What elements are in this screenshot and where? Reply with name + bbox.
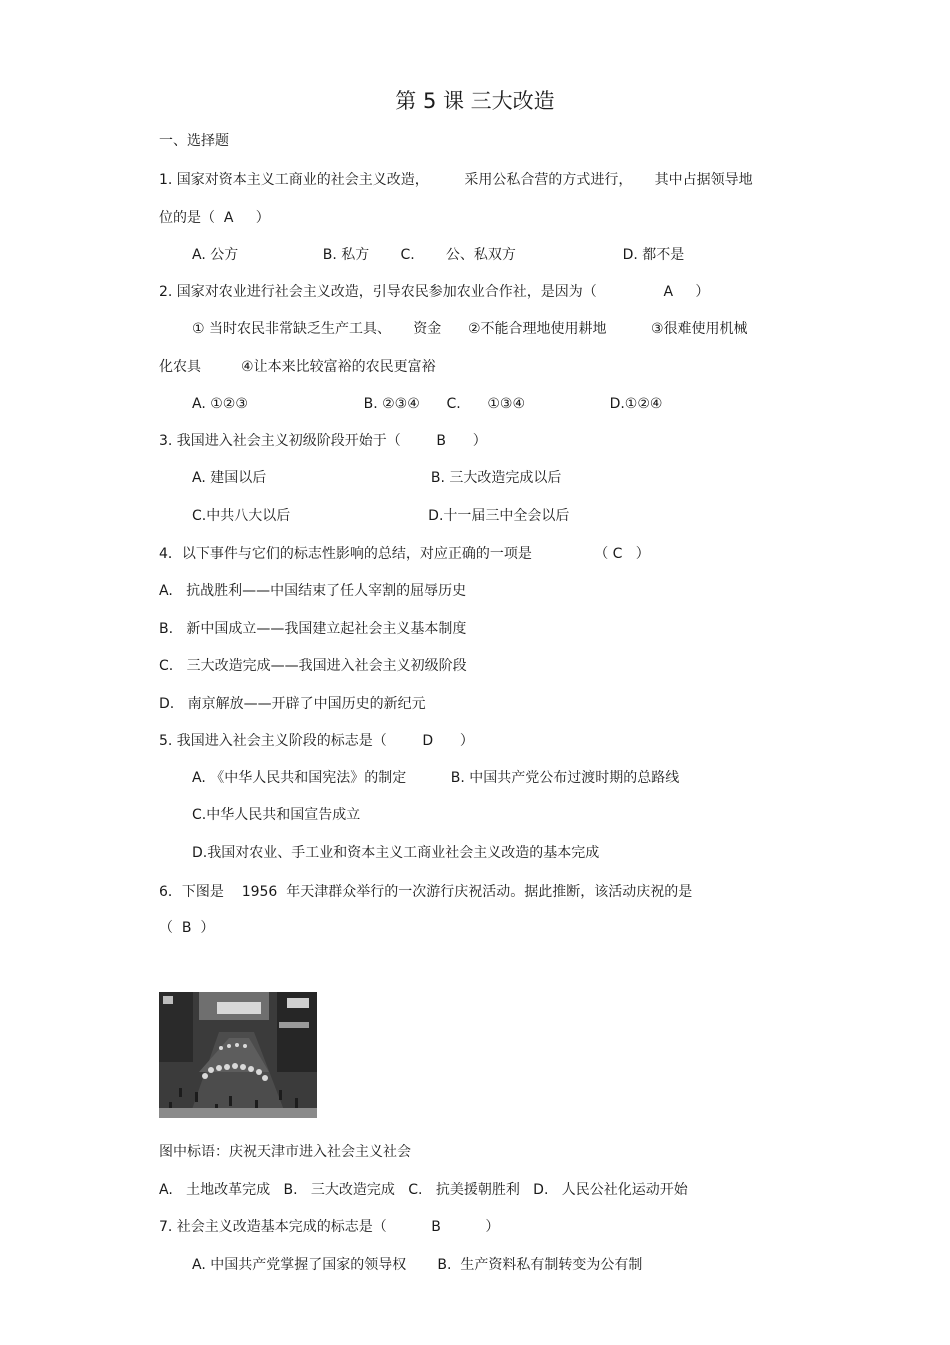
question-6-line-2: （ B ） — [159, 920, 215, 936]
question-3-options-1: A. 建国以后 B. 三大改造完成以后 — [192, 470, 562, 486]
question-1-line-1: 1. 国家对资本主义工商业的社会主义改造， 采用公私合营的方式进行， 其中占据领导地 — [159, 172, 753, 188]
question-4-option-a: A. 抗战胜利——中国结束了任人宰割的屈辱历史 — [159, 583, 467, 599]
question-5-option-c: C.中华人民共和国宣告成立 — [192, 807, 361, 823]
question-4-option-b: B. 新中国成立——我国建立起社会主义基本制度 — [159, 621, 467, 637]
question-6-options: A. 土地改革完成 B. 三大改造完成 C. 抗美援朝胜利 D. 人民公社化运动开始 — [159, 1182, 688, 1198]
question-2-line-3: 化农具 ④让本来比较富裕的农民更富裕 — [159, 359, 436, 375]
photo-caption: 图中标语：庆祝天津市进入社会主义社会 — [159, 1144, 411, 1160]
question-4-option-d: D. 南京解放——开辟了中国历史的新纪元 — [159, 696, 426, 712]
question-5-option-d: D.我国对农业、手工业和资本主义工商业社会主义改造的基本完成 — [192, 845, 600, 861]
question-1-options: A. 公方 B. 私方 C. 公、私双方 D. 都不是 — [192, 247, 685, 263]
question-6-line-1: 6．下图是 1956 年天津群众举行的一次游行庆祝活动。据此推断，该活动庆祝的是 — [159, 884, 693, 900]
question-7-line-1: 7. 社会主义改造基本完成的标志是（ B ） — [159, 1219, 500, 1235]
parade-photo — [159, 992, 317, 1118]
question-5-line-1: 5. 我国进入社会主义阶段的标志是（ D ） — [159, 733, 474, 749]
question-4-line-1: 4．以下事件与它们的标志性影响的总结，对应正确的一项是 （ C ） — [159, 546, 650, 562]
question-1-line-2: 位的是（ A ） — [159, 210, 270, 226]
section-heading: 一、选择题 — [159, 133, 229, 149]
question-5-options-ab: A. 《中华人民共和国宪法》的制定 B. 中国共产党公布过渡时期的总路线 — [192, 770, 680, 786]
page-title: 第 5 课 三大改造 — [395, 89, 555, 113]
question-4-option-c: C. 三大改造完成——我国进入社会主义初级阶段 — [159, 658, 467, 674]
question-3-options-2: C.中共八大以后 D.十一届三中全会以后 — [192, 508, 570, 524]
question-7-options: A. 中国共产党掌握了国家的领导权 B. 生产资料私有制转变为公有制 — [192, 1257, 643, 1273]
question-2-options: A. ①②③ B. ②③④ C. ①③④ D.①②④ — [192, 396, 663, 412]
question-2-line-1: 2. 国家对农业进行社会主义改造，引导农民参加农业合作社，是因为（ A ） — [159, 284, 710, 300]
question-2-line-2: ① 当时农民非常缺乏生产工具、 资金 ②不能合理地使用耕地 ③很难使用机械 — [192, 321, 748, 337]
question-3-line-1: 3. 我国进入社会主义初级阶段开始于（ B ） — [159, 433, 487, 449]
